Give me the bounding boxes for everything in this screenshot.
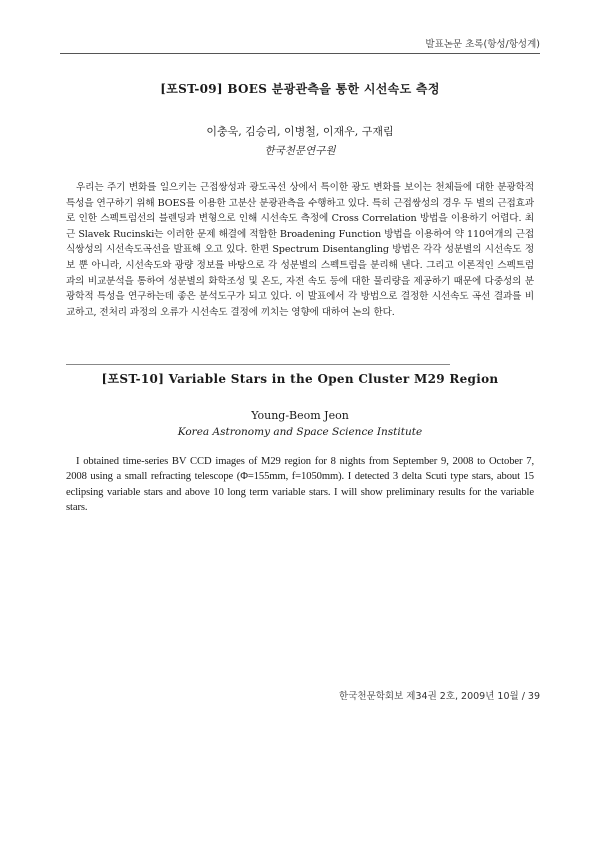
abstract-title: [포ST-10] Variable Stars in the Open Cluster M29 Region [101,372,499,386]
section-divider [66,364,450,365]
abstract-title: [포ST-09] BOES 분광관측을 통한 시선속도 측정 [160,82,440,96]
abstract-authors: Young-Beom Jeon [251,409,349,422]
running-header: 발표논문 초록(항성/항성계) [425,39,540,50]
abstract-body: 우리는 주기 변화를 일으키는 근접쌍성과 광도곡선 상에서 특이한 광도 변화를 보이는 천체들에 대한 분광학적 특성을 연구하기 위해 BOES를 이용한 고분산 분광관측을 수행하고 있다. 특히 근접쌍성의 경우 두 별의 근접효과로 인한 스펙트럼선의 블렌딩과 변형으로 인해 시선속도 측정에 Cross Correlation 방법을 이용하기 어렵다. 최근 Slavek Rucinski는 이러한 문제 해결에 적합한 Broadening Function 방법을 이용하여 약 110여개의 근접 식쌍성의 시선속도곡선을 발표해 오고 있다. 한편 Spectrum Disentangling 방법은 각각 성분별의 시선속도 정보 뿐 아니라, 시선속도와 광량 정보를 바탕으로 각 성분별의 스펙트럼을 분리해 낸다. 그리고 이론적인 스펙트럼과의 비교분석을 통하여 성분별의 화학조성 및 온도, 자전 속도 등에 대한 물리량을 제공하기 때문에 다중성의 분광학적 특성을 연구하는데 좋은 분석도구가 되고 있다. 이 발표에서 각 방법으로 결정한 시선속도 곡선 결과를 비교하고, 전처리 과정의 오류가 시선속도 결정에 끼치는 영향에 대하여 논의 한다. [66,182,534,318]
abstract-st09 [66,80,534,330]
header-divider [60,53,540,54]
abstract-affiliation: 한국천문연구원 [264,145,336,157]
abstract-affiliation: Korea Astronomy and Space Science Institute [177,426,423,438]
abstract-authors: 이충욱, 김승리, 이병철, 이재우, 구재림 [206,125,394,138]
abstract-st10 [66,370,534,526]
page-footer: 한국천문학회보 제34권 2호, 2009년 10월 / 39 [339,691,540,702]
abstract-body: I obtained time-series BV CCD images of M29 region for 8 nights from September 9, 2008 to October 7, 2008 using a small refracting telescope (Φ=155mm, f=1050mm). I detected 3 delta Scuti type stars, about 15 eclipsing variable stars and above 10 long term variable stars. I will show preliminary results for the variable stars. [66,456,534,514]
